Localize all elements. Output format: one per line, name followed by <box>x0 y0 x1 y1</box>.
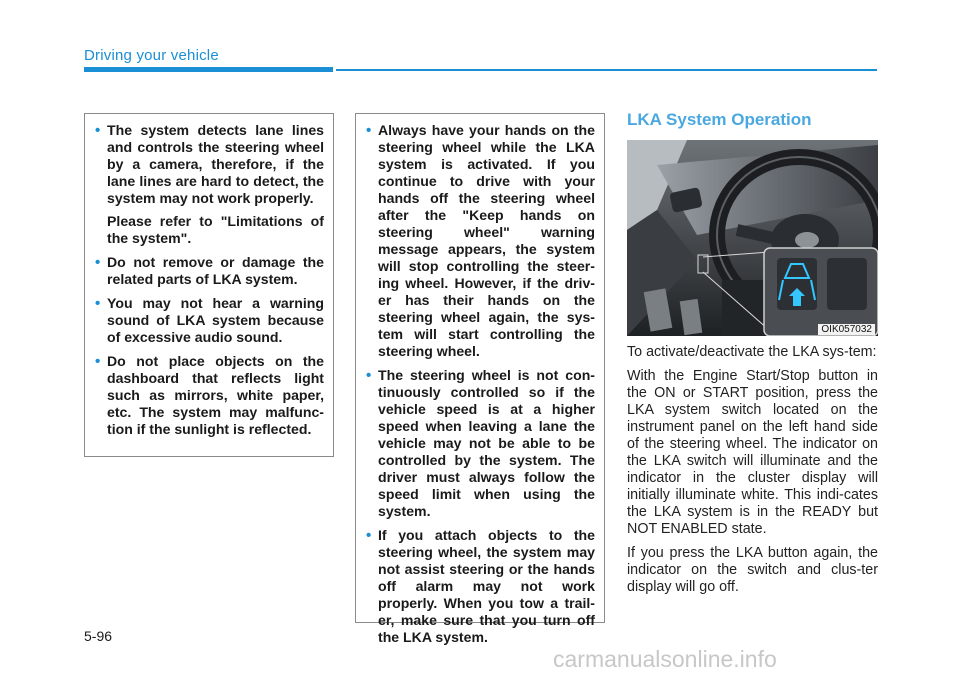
warning-box-left <box>84 113 334 457</box>
warning-item-text: Always have your hands on the steering wheel while the LKA system is activated. If you continue to drive with your hands off the steering wheel after the "Keep hands on steering wheel" warning message appears, the system will stop controlling the steer-ing wheel. However, if the driv-er has their hands on the steering wheel again, the sys-tem will start controlling the steering wheel. <box>378 122 595 359</box>
page-number: 5-96 <box>84 628 113 644</box>
warning-item <box>365 367 595 520</box>
warning-item-text: The system detects lane lines and controls the steering wheel by a camera, therefore, if the lane lines are hard to detect, the system may not work properly. <box>107 122 324 206</box>
lka-switch-figure <box>627 140 878 336</box>
warning-item <box>365 122 595 360</box>
warning-item-subtext: Please refer to "Limitations of the system". <box>107 213 324 246</box>
lka-operation-heading: LKA System Operation <box>627 110 812 129</box>
warning-item-text: The steering wheel is not con-tinuously controlled so if the vehicle speed is at a higher speed when leaving a lane the vehicle may not be able to be controlled by the system. The driver must always follow the speed limit when using the system. <box>378 367 595 519</box>
warning-item <box>94 122 324 247</box>
operation-text <box>627 344 878 603</box>
operation-paragraph: To activate/deactivate the LKA sys-tem: <box>627 344 877 360</box>
warning-item-text: You may not hear a warning sound of LKA system because of excessive audio sound. <box>107 295 324 345</box>
warning-item-text: Do not place objects on the dashboard that reflects light such as mirrors, white paper, etc. The system may malfunc-tion if the sunlight is reflected. <box>107 353 324 437</box>
warning-item <box>94 254 324 288</box>
warning-item-text: If you attach objects to the steering wheel, the system may not assist steering or the hands off alarm may not work properly. When you tow a trail-er, make sure that you turn off the LKA system. <box>378 527 595 645</box>
warning-item <box>365 527 595 646</box>
warning-item <box>94 295 324 346</box>
warning-item-text: Do not remove or damage the related parts of LKA system. <box>107 254 324 287</box>
figure-code: OIK057032 <box>818 324 875 335</box>
operation-paragraph: With the Engine Start/Stop button in the ON or START position, press the LKA system switch located on the instrument panel on the left hand side of the steering wheel. The indicator on the LKA switch will illuminate and the indicator in the cluster display will initially illuminate white. This indi-cates the LKA system is in the READY but NOT ENABLED state. <box>627 368 878 537</box>
warning-box-middle <box>355 113 605 645</box>
header-rule-thin <box>336 69 877 71</box>
warning-item <box>94 353 324 438</box>
section-title: Driving your vehicle <box>84 47 219 64</box>
watermark: carmanualsonline.info <box>553 646 777 672</box>
operation-paragraph: If you press the LKA button again, the indicator on the switch and clus-ter display will go off. <box>627 545 878 595</box>
header-rule-thick <box>84 67 333 72</box>
dashboard-illustration <box>627 140 878 336</box>
